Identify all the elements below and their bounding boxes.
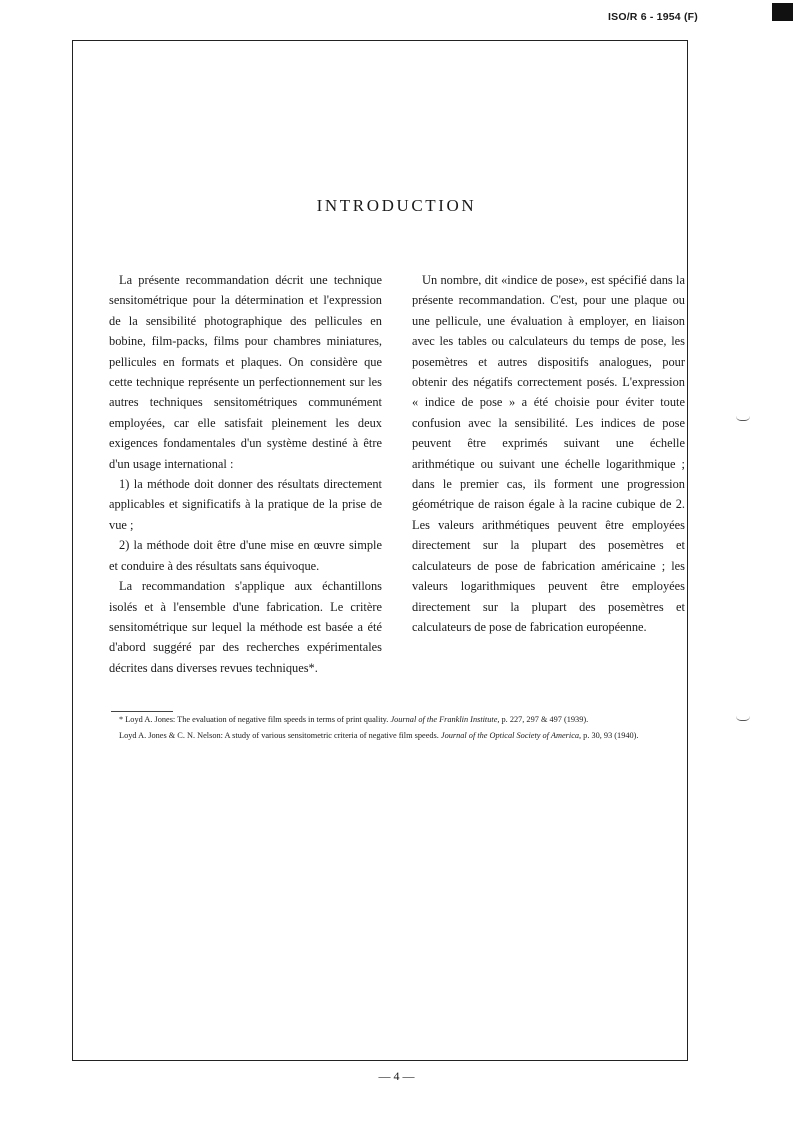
footnote-2-tail: p. 30, 93 (1940). [581,730,639,740]
footnote-1 [111,715,686,726]
left-paragraph-1: La présente recommandation décrit une technique sensitométrique pour la détermination et l'expression de la sensibilité photographique des pellicules en bobine, film-packs, films pour chambres miniatures, pellicules en formats et plaques. On considère que cette technique représente un perfectionnement sur les autres techniques sensitométriques communément employées, car elle satisfait pleinement les deux exigences fondamentales d'un système destiné à être d'un usage international : [109,273,382,471]
left-paragraph-2: 1) la méthode doit donner des résultats directement applicables et significatifs à la pratique de la prise de vue ; [109,477,382,532]
margin-mark-1 [736,416,750,421]
footnote-1-journal: Journal of the Franklin Institute, [390,715,500,724]
left-column [109,270,382,678]
page-title: INTRODUCTION [316,196,477,215]
page-number: — 4 — [378,1069,415,1083]
footnote-2 [111,731,686,742]
right-paragraph-1: Un nombre, dit «indice de pose», est spécifié dans la présente recommandation. C'est, pour une plaque ou une pellicule, une évaluation à employer, en liaison avec les tables ou calculateurs du temps de pose, les posemètres et autres dispositifs analogues, pour obtenir des négatifs correctement posés. L'expression « indice de pose » a été choisie pour éviter toute confusion avec la sensibilité. Les indices de pose peuvent être exprimés suivant une échelle arithmétique ou suivant une échelle logarithmique ; dans le premier cas, ils forment une progression géométrique de raison égale à la racine cubique de 2. Les valeurs arithmétiques peuvent être employées directement sur la plupart des posemètres et calculateurs de pose de fabrication américaine ; les valeurs logarithmiques peuvent être employées directement sur la plupart des posemètres et calculateurs de pose de fabrication européenne. [412,273,685,634]
footnote-1-tail: p. 227, 297 & 497 (1939). [499,715,589,724]
document-reference: ISO/R 6 - 1954 (F) [608,11,698,23]
footnotes [111,715,686,747]
footnote-1-lead: * Loyd A. Jones: The evaluation of negative film speeds in terms of print quality. [119,715,391,724]
footnote-2-journal: Journal of the Optical Society of America, [440,730,582,740]
left-paragraph-4: La recommandation s'applique aux échantillons isolés et à l'ensemble d'une fabrication. Le critère sensitométrique sur lequel la méthode est basée a été d'abord suggéré par des recherches expérimentales décrites dans diverses revues techniques*. [109,579,382,675]
right-column [412,270,685,637]
margin-mark-2 [736,716,750,721]
footnote-2-lead: Loyd A. Jones & C. N. Nelson: A study of various sensitometric criteria of negative film speeds. [119,730,441,740]
footnote-separator [111,711,173,712]
left-paragraph-3: 2) la méthode doit être d'une mise en œuvre simple et conduire à des résultats sans équivoque. [109,538,382,573]
corner-registration-mark [772,3,793,21]
